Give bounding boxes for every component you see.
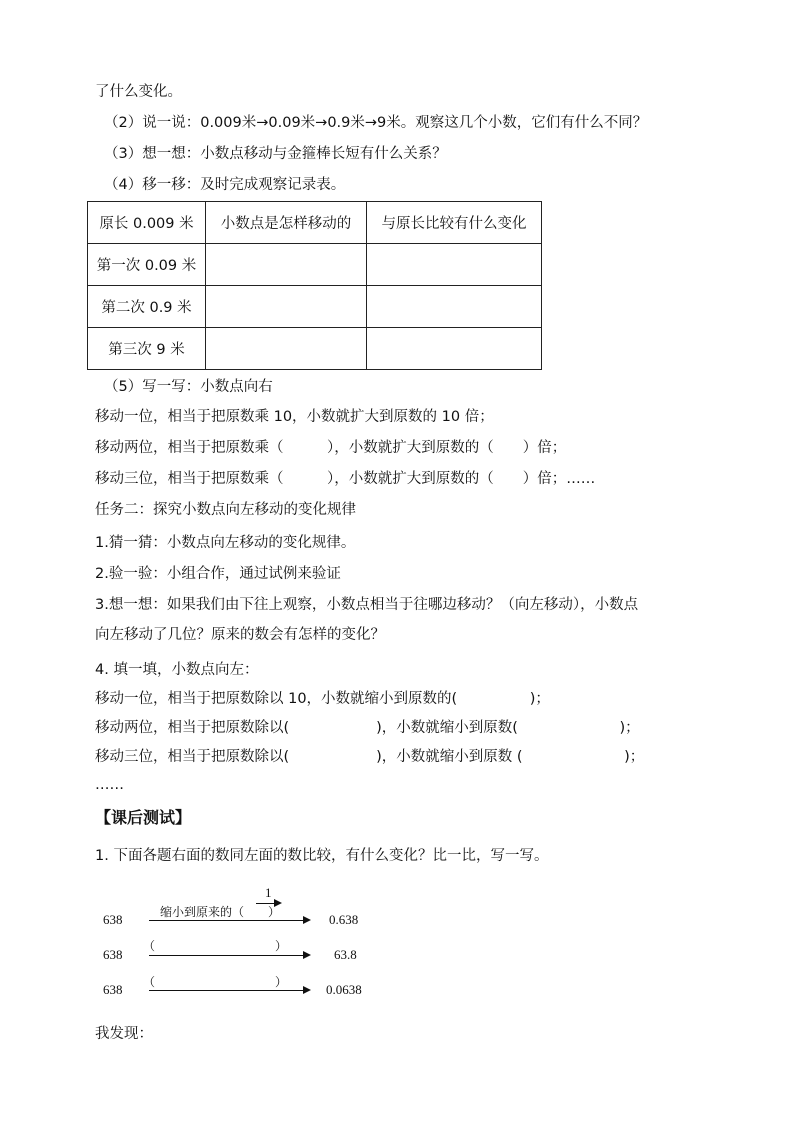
line-16: 移动三位，相当于把原数除以( )，小数就缩小到原数 ( )； — [95, 749, 645, 765]
line-11: 3.想一想：如果我们由下往上观察，小数点相当于往哪边移动？（向左移动），小数点 — [95, 597, 639, 613]
table-row — [88, 328, 542, 370]
table-cell[interactable] — [367, 244, 542, 286]
table-cell[interactable] — [367, 286, 542, 328]
line-2: （3）想一想：小数点移动与金箍棒长短有什么关系？ — [104, 146, 447, 162]
diagram-right-number: 0.638 — [329, 912, 359, 927]
table-header-cell: 小数点是怎样移动的 — [206, 202, 367, 244]
line-17: …… — [95, 777, 124, 793]
table-header-row — [88, 202, 542, 244]
line-15: 移动两位，相当于把原数除以( )，小数就缩小到原数( )； — [95, 720, 640, 736]
table-cell[interactable] — [206, 286, 367, 328]
line-3: （4）移一移：及时完成观察记录表。 — [104, 177, 346, 193]
diagram-left-number: 638 — [103, 912, 123, 927]
diagram-left-number: 638 — [103, 947, 123, 962]
table-row — [88, 286, 542, 328]
section-heading: 【课后测试】 — [95, 808, 192, 827]
line-1: （2）说一说：0.009米→0.09米→0.9米→9米。观察这几个小数，它们有什么不同？ — [104, 115, 648, 131]
diagram-label: 缩小到原来的（ ） — [160, 905, 281, 919]
fraction-numerator: 1 — [265, 885, 272, 900]
table-cell: 第一次 0.09 米 — [88, 244, 206, 286]
line-9: 1.猜一猜：小数点向左移动的变化规律。 — [95, 535, 356, 551]
line-10: 2.验一验：小组合作，通过试例来验证 — [95, 566, 341, 582]
table-header-cell: 原长 0.009 米 — [88, 202, 206, 244]
table-cell[interactable] — [206, 328, 367, 370]
line-7: 移动三位，相当于把原数乘（ ），小数就扩大到原数的（ ）倍；…… — [95, 471, 596, 487]
line-8: 任务二：探究小数点向左移动的变化规律 — [95, 502, 356, 518]
table-cell: 第二次 0.9 米 — [88, 286, 206, 328]
table-cell[interactable] — [367, 328, 542, 370]
diagram-label: （ ） — [143, 939, 288, 953]
line-5: 移动一位，相当于把原数乘 10，小数就扩大到原数的 10 倍； — [95, 409, 494, 425]
observation-table — [87, 201, 542, 370]
line-19: 我发现： — [95, 1026, 153, 1042]
table-cell: 第三次 9 米 — [88, 328, 206, 370]
line-12: 向左移动了几位？原来的数会有怎样的变化？ — [95, 627, 385, 643]
line-0: 了什么变化。 — [95, 84, 182, 100]
table-header-cell: 与原长比较有什么变化 — [367, 202, 542, 244]
line-4: （5）写一写：小数点向右 — [104, 379, 273, 395]
diagram-right-number: 0.0638 — [326, 982, 362, 997]
diagram-right-number: 63.8 — [334, 947, 357, 962]
diagram-label: （ ） — [143, 975, 288, 989]
arrow-icon — [149, 920, 309, 921]
line-13: 4. 填一填，小数点向左： — [95, 662, 259, 678]
arrow-icon — [149, 990, 309, 991]
table-cell[interactable] — [206, 244, 367, 286]
arrow-icon — [149, 955, 309, 956]
diagram-left-number: 638 — [103, 982, 123, 997]
line-18: 1. 下面各题右面的数同左面的数比较，有什么变化？比一比，写一写。 — [95, 848, 549, 864]
line-14: 移动一位，相当于把原数除以 10，小数就缩小到原数的( )； — [95, 691, 550, 707]
table-row — [88, 244, 542, 286]
line-6: 移动两位，相当于把原数乘（ ），小数就扩大到原数的（ ）倍； — [95, 440, 567, 456]
